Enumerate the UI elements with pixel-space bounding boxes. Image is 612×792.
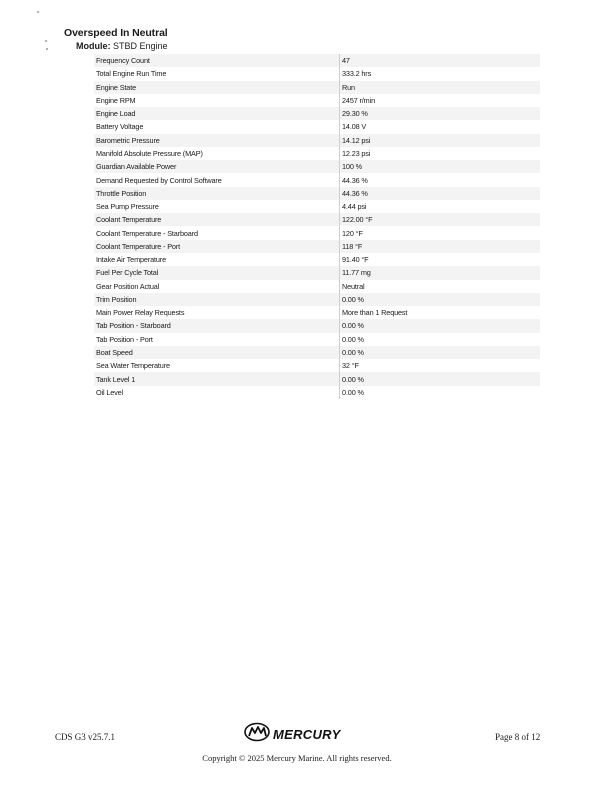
- parameter-value: Neutral: [339, 280, 540, 293]
- table-row: [94, 359, 540, 372]
- parameter-label: Barometric Pressure: [96, 135, 160, 145]
- parameter-value: 44.36 %: [339, 187, 540, 200]
- parameter-label: Engine RPM: [96, 95, 136, 105]
- parameter-label: Frequency Count: [96, 56, 150, 66]
- parameter-label: Fuel Per Cycle Total: [96, 268, 159, 278]
- parameter-label: Sea Water Temperature: [96, 361, 170, 371]
- table-row: [94, 81, 540, 94]
- parameter-value: 0.00 %: [339, 372, 540, 385]
- module-label: Module:: [76, 41, 111, 51]
- table-row: [94, 54, 540, 67]
- parameter-value: 122.00 °F: [339, 213, 540, 226]
- parameter-value: 333.2 hrs: [339, 67, 540, 80]
- parameter-label: Throttle Position: [96, 188, 147, 198]
- parameter-label: Battery Voltage: [96, 122, 144, 132]
- table-row: [94, 200, 540, 213]
- parameter-label: Tab Position - Port: [96, 334, 153, 344]
- table-row: [94, 213, 540, 226]
- parameter-label: Guardian Available Power: [96, 162, 177, 172]
- parameter-label: Coolant Temperature - Port: [96, 241, 180, 251]
- table-row: [94, 346, 540, 359]
- parameter-label: Engine Load: [96, 109, 136, 119]
- parameter-value: 32 °F: [339, 359, 540, 372]
- parameter-label: Tank Level 1: [96, 374, 136, 384]
- table-row: [94, 333, 540, 346]
- parameter-value: 12.23 psi: [339, 147, 540, 160]
- parameter-value: 14.12 psi: [339, 134, 540, 147]
- table-row: [94, 266, 540, 279]
- parameter-label: Boat Speed: [96, 347, 133, 357]
- parameter-value: 0.00 %: [339, 386, 540, 399]
- table-row: [94, 94, 540, 107]
- parameter-value: 0.00 %: [339, 333, 540, 346]
- parameter-value: 0.00 %: [339, 293, 540, 306]
- table-row: [94, 134, 540, 147]
- parameter-value: Run: [339, 81, 540, 94]
- table-row: [94, 160, 540, 173]
- table-row: [94, 319, 540, 332]
- parameter-value: 11.77 mg: [339, 266, 540, 279]
- table-row: [94, 372, 540, 385]
- parameter-value: More than 1 Request: [339, 306, 540, 319]
- parameter-value: 47: [339, 54, 540, 67]
- parameter-label: Tab Position - Starboard: [96, 321, 171, 331]
- table-row: [94, 173, 540, 186]
- parameter-table: [94, 54, 540, 399]
- table-row: [94, 67, 540, 80]
- scan-speck: [37, 11, 39, 13]
- table-row: [94, 147, 540, 160]
- module-value: STBD Engine: [113, 41, 168, 51]
- copyright-notice: Copyright © 2025 Mercury Marine. All rights reserved.: [202, 753, 392, 763]
- parameter-label: Engine State: [96, 82, 136, 92]
- parameter-value: 2457 r/min: [339, 94, 540, 107]
- parameter-label: Oil Level: [96, 387, 124, 397]
- parameter-value: 118 °F: [339, 240, 540, 253]
- mercury-wordmark: MERCURY: [273, 726, 341, 742]
- parameter-label: Intake Air Temperature: [96, 255, 166, 265]
- table-row: [94, 120, 540, 133]
- parameter-value: 29.30 %: [339, 107, 540, 120]
- parameter-value: 0.00 %: [339, 319, 540, 332]
- table-row: [94, 240, 540, 253]
- table-row: [94, 280, 540, 293]
- parameter-label: Coolant Temperature - Starboard: [96, 228, 198, 238]
- parameter-label: Sea Pump Pressure: [96, 202, 159, 212]
- module-line: [76, 41, 168, 51]
- parameter-value: 120 °F: [339, 226, 540, 239]
- table-row: [94, 187, 540, 200]
- table-row: [94, 107, 540, 120]
- mercury-logo: [244, 724, 341, 744]
- parameter-label: Gear Position Actual: [96, 281, 160, 291]
- parameter-label: Demand Requested by Control Software: [96, 175, 222, 185]
- table-row: [94, 226, 540, 239]
- parameter-label: Coolant Temperature: [96, 215, 162, 225]
- table-row: [94, 306, 540, 319]
- parameter-value: 91.40 °F: [339, 253, 540, 266]
- parameter-value: 44.36 %: [339, 173, 540, 186]
- page-number: Page 8 of 12: [495, 732, 541, 742]
- table-row: [94, 386, 540, 399]
- parameter-label: Total Engine Run Time: [96, 69, 167, 79]
- scan-speck: [45, 40, 47, 42]
- parameter-label: Main Power Relay Requests: [96, 308, 185, 318]
- table-row: [94, 253, 540, 266]
- parameter-value: 100 %: [339, 160, 540, 173]
- parameter-label: Manifold Absolute Pressure (MAP): [96, 148, 203, 158]
- parameter-label: Trim Position: [96, 294, 137, 304]
- section-title: Overspeed In Neutral: [64, 27, 168, 39]
- mercury-m-logo-icon: [244, 722, 270, 747]
- parameter-value: 0.00 %: [339, 346, 540, 359]
- table-row: [94, 293, 540, 306]
- parameter-value: 14.08 V: [339, 120, 540, 133]
- scan-speck: [46, 48, 48, 50]
- software-version: CDS G3 v25.7.1: [55, 732, 116, 742]
- parameter-value: 4.44 psi: [339, 200, 540, 213]
